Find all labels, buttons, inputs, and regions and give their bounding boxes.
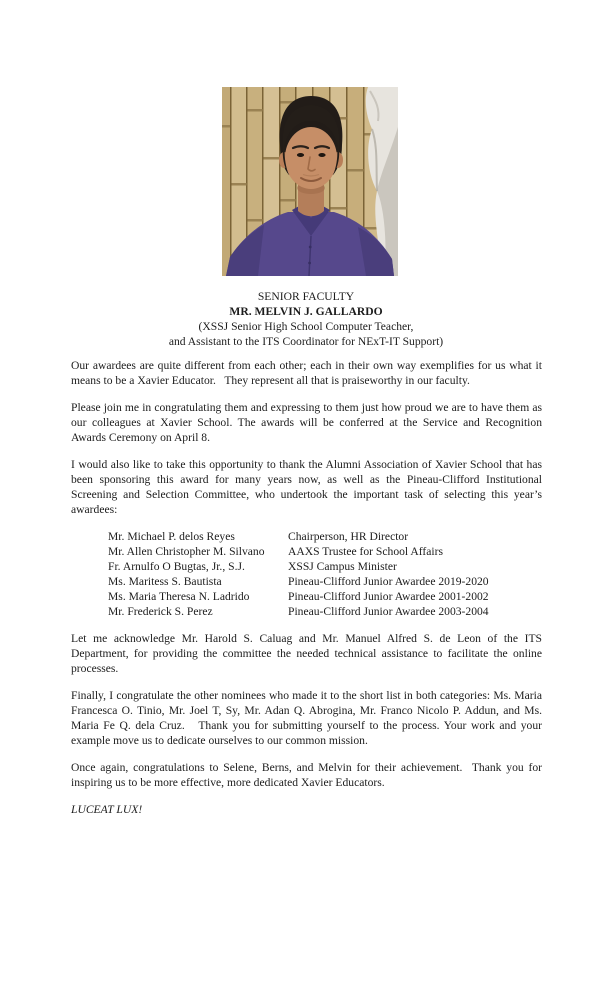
- committee-member-name: Fr. Arnulfo O Bugtas, Jr., S.J.: [108, 560, 245, 573]
- faculty-role-line1: (XSSJ Senior High School Computer Teacher,: [198, 320, 414, 333]
- committee-row: [108, 604, 542, 619]
- committee-member-role: XSSJ Campus Minister: [288, 560, 397, 573]
- committee-member-name: Ms. Maritess S. Bautista: [108, 575, 222, 588]
- closing-motto: LUCEAT LUX!: [71, 803, 143, 816]
- committee-row: [108, 529, 542, 544]
- committee-member-role: AAXS Trustee for School Affairs: [288, 545, 444, 558]
- committee-member-name: Ms. Maria Theresa N. Ladrido: [108, 590, 250, 603]
- committee-member-name: Mr. Frederick S. Perez: [108, 605, 213, 618]
- faculty-name: MR. MELVIN J. GALLARDO: [229, 305, 383, 318]
- paragraph-awardees-intro: Our awardees are quite different from each other; each in their own way exemplifies for us what it means to be a Xavier Educator. They represent all that is praiseworthy in our faculty.: [71, 359, 545, 387]
- committee-member-role: Chairperson, HR Director: [288, 530, 409, 543]
- paragraph-thanks-committee: I would also like to take this opportunity to thank the Alumni Association of Xavier School that has been sponsoring this award for many years now, as well as the Pineau-Clifford Institutional Screening and Selection Committee, who undertook the important task of selecting this year’s awardees:: [71, 458, 545, 516]
- committee-row: [108, 544, 542, 559]
- paragraph-its-acknowledgement: Let me acknowledge Mr. Harold S. Caluag and Mr. Manuel Alfred S. de Leon of the ITS Department, for providing the committee the needed technical assistance to facilitate the online processes.: [71, 632, 545, 675]
- committee-member-role: Pineau-Clifford Junior Awardee 2003-2004: [288, 605, 489, 618]
- committee-member-role: Pineau-Clifford Junior Awardee 2019-2020: [288, 575, 489, 588]
- paragraph-congratulations: Please join me in congratulating them and expressing to them just how proud we are to have them as our colleagues at Xavier School. The awards will be conferred at the Service and Recognition Awards Ceremony on April 8.: [71, 401, 545, 444]
- committee-member-role: Pineau-Clifford Junior Awardee 2001-2002: [288, 590, 489, 603]
- paragraph-other-nominees: Finally, I congratulate the other nominees who made it to the short list in both categories: Ms. Maria Francesca O. Tinio, Mr. Joel T, Sy, Mr. Adan Q. Abrogina, Mr. Franco Nicolo P. Addun, and Ms. Maria Fe Q. dela Cruz. Thank you for submitting yourself to the process. Your work and your example move us to dedicate ourselves to our common mission.: [71, 689, 545, 747]
- paragraph-final-congratulations: Once again, congratulations to Selene, Berns, and Melvin for their achievement. Thank you for inspiring us to be more effective, more dedicated Xavier Educators.: [71, 761, 545, 789]
- letter-body: [71, 358, 545, 829]
- committee-row: [108, 589, 542, 604]
- committee-row: [108, 559, 542, 574]
- committee-member-name: Mr. Allen Christopher M. Silvano: [108, 545, 265, 558]
- committee-list: [71, 529, 542, 619]
- committee-member-name: Mr. Michael P. delos Reyes: [108, 530, 235, 543]
- faculty-header: [0, 289, 612, 349]
- faculty-photo: [222, 87, 398, 276]
- committee-row: [108, 574, 542, 589]
- faculty-role-line2: and Assistant to the ITS Coordinator for NExT-IT Support): [168, 335, 444, 348]
- section-title: SENIOR FACULTY: [257, 290, 355, 303]
- faculty-photo-illustration: [222, 87, 398, 276]
